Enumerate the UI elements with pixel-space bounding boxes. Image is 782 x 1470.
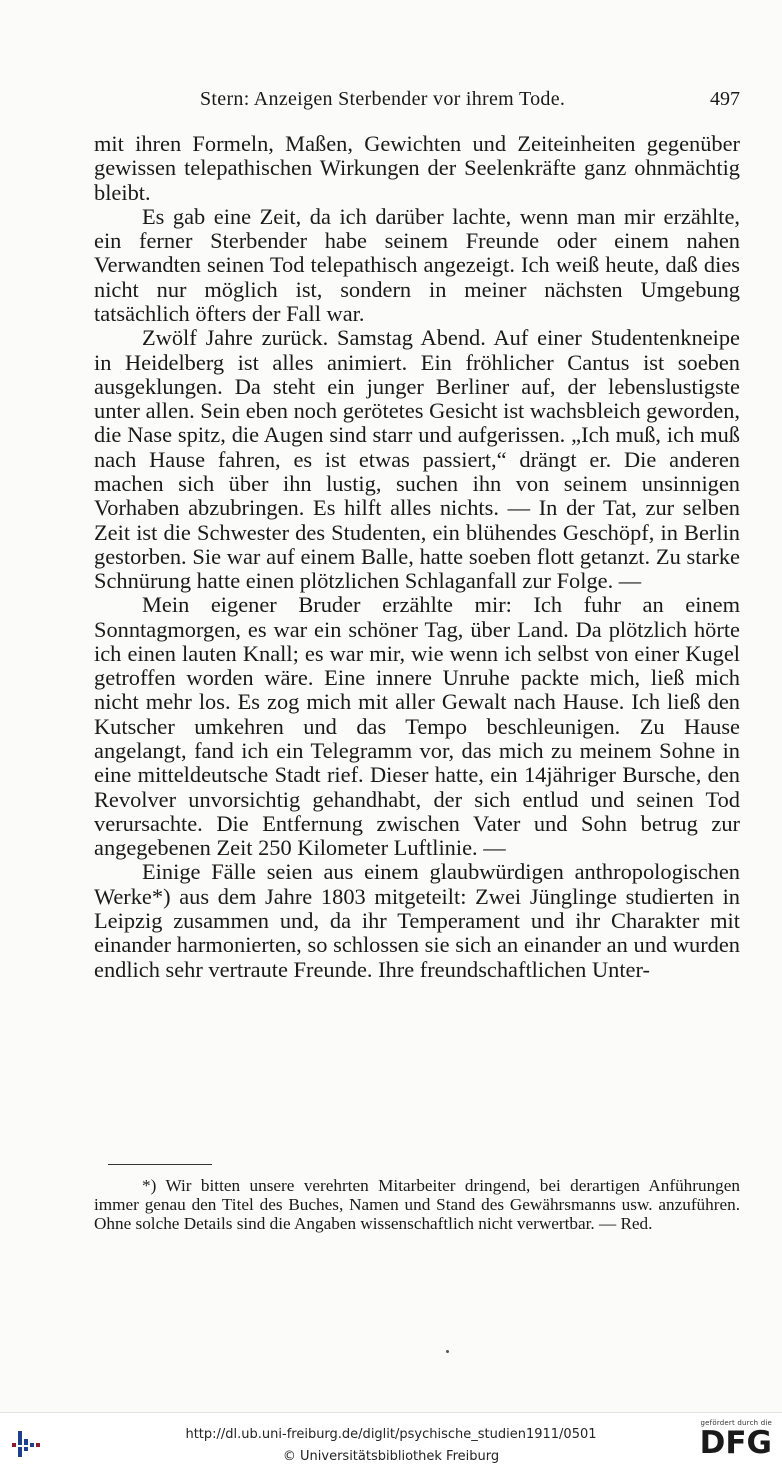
body-text [94,132,740,982]
page-speck [446,1350,449,1353]
page-number: 497 [710,88,740,110]
paragraph: Einige Fälle seien aus einem glaubwürdigen anthropologischen Werke*) aus dem Jahre 1803 mitgeteilt: Zwei Jünglinge studierten in Leipzig zusammen und, da ihr Temperament und ihr Charakter mit einander harmonierten, so schlossen sie sich an einander an und wurden endlich sehr vertraute Freunde. Ihre freundschaftlichen Unter- [94,859,740,982]
footnote-text: *) Wir bitten unsere verehrten Mitarbeiter dringend, bei derartigen Anführungen immer genau den Titel des Buches, Namen und Stand des Gewährsmanns usw. anzuführen. Ohne solche Details sind die Angaben wissenschaftlich nicht verwertbar. — Red. [94,1176,740,1233]
running-header [200,88,740,114]
footnote [94,1176,740,1233]
paragraph-continuation: mit ihren Formeln, Maßen, Gewichten und Zeiteinheiten gegenüber gewissen telepathischen Wirkungen der Seelenkräfte ganz ohnmächtig bleibt. [94,131,740,205]
viewer-footer [0,1412,782,1470]
paragraph: Zwölf Jahre zurück. Samstag Abend. Auf einer Studentenkneipe in Heidelberg ist alles animiert. Ein fröhlicher Cantus ist soeben ausgeklungen. Da steht ein junger Berliner auf, der lebenslustigste unter allen. Sein eben noch gerötetes Gesicht ist wachsbleich geworden, die Nase spitz, die Augen sind starr und aufgerissen. „Ich muß, ich muß nach Hause fahren, es ist etwas passiert,“ drängt er. Die anderen machen sich über ihn lustig, suchen ihn von seinem unsinnigen Vorhaben abzubringen. Es hilft alles nichts. — In der Tat, zur selben Zeit ist die Schwester des Studenten, ein blühendes Geschöpf, in Berlin gestorben. Sie war auf einem Balle, hatte soeben flott getanzt. Zu starke Schnürung hatte einen plötzlichen Schlaganfall zur Folge. — [94,325,741,594]
permalink-url[interactable]: http://dl.ub.uni-freiburg.de/diglit/psychische_studien1911/0501 [185,1427,597,1442]
dfg-tagline: gefördert durch die [700,1419,772,1427]
dfg-logo-text: DFG [699,1425,772,1461]
copyright-notice: © Universitätsbibliothek Freiburg [282,1449,500,1464]
footnote-rule [108,1164,212,1165]
dfg-logo[interactable] [688,1419,772,1465]
running-title: Stern: Anzeigen Sterbender vor ihrem Tode. [200,88,566,110]
paragraph: Mein eigener Bruder erzählte mir: Ich fuhr an einem Sonntagmorgen, es war ein schöner Tag, über Land. Da plötzlich hörte ich einen lauten Knall; es war mir, wie wenn ich selbst von einer Kugel getroffen worden wäre. Eine innere Unruhe packte mich, ließ mich nicht mehr los. Es zog mich mit aller Gewalt nach Hause. Ich ließ den Kutscher umkehren und das Tempo beschleunigen. Zu Hause angelangt, fand ich ein Telegramm vor, das mich zu meinem Sohne in eine mitteldeutsche Stadt rief. Dieser hatte, ein 14jähriger Bursche, den Revolver unvorsichtig gehandhabt, der sich entlud und seinen Tod verursachte. Die Entfernung zwischen Vater und Sohn betrug zur angegebenen Zeit 250 Kilometer Luftlinie. — [94,592,740,861]
paragraph: Es gab eine Zeit, da ich darüber lachte, wenn man mir erzählte, ein ferner Sterbender habe seinem Freunde oder einem nahen Verwandten seinen Tod telepathisch angezeigt. Ich weiß heute, daß dies nicht nur möglich ist, sondern in meiner nächsten Umgebung tatsächlich öfters der Fall war. [94,203,740,326]
